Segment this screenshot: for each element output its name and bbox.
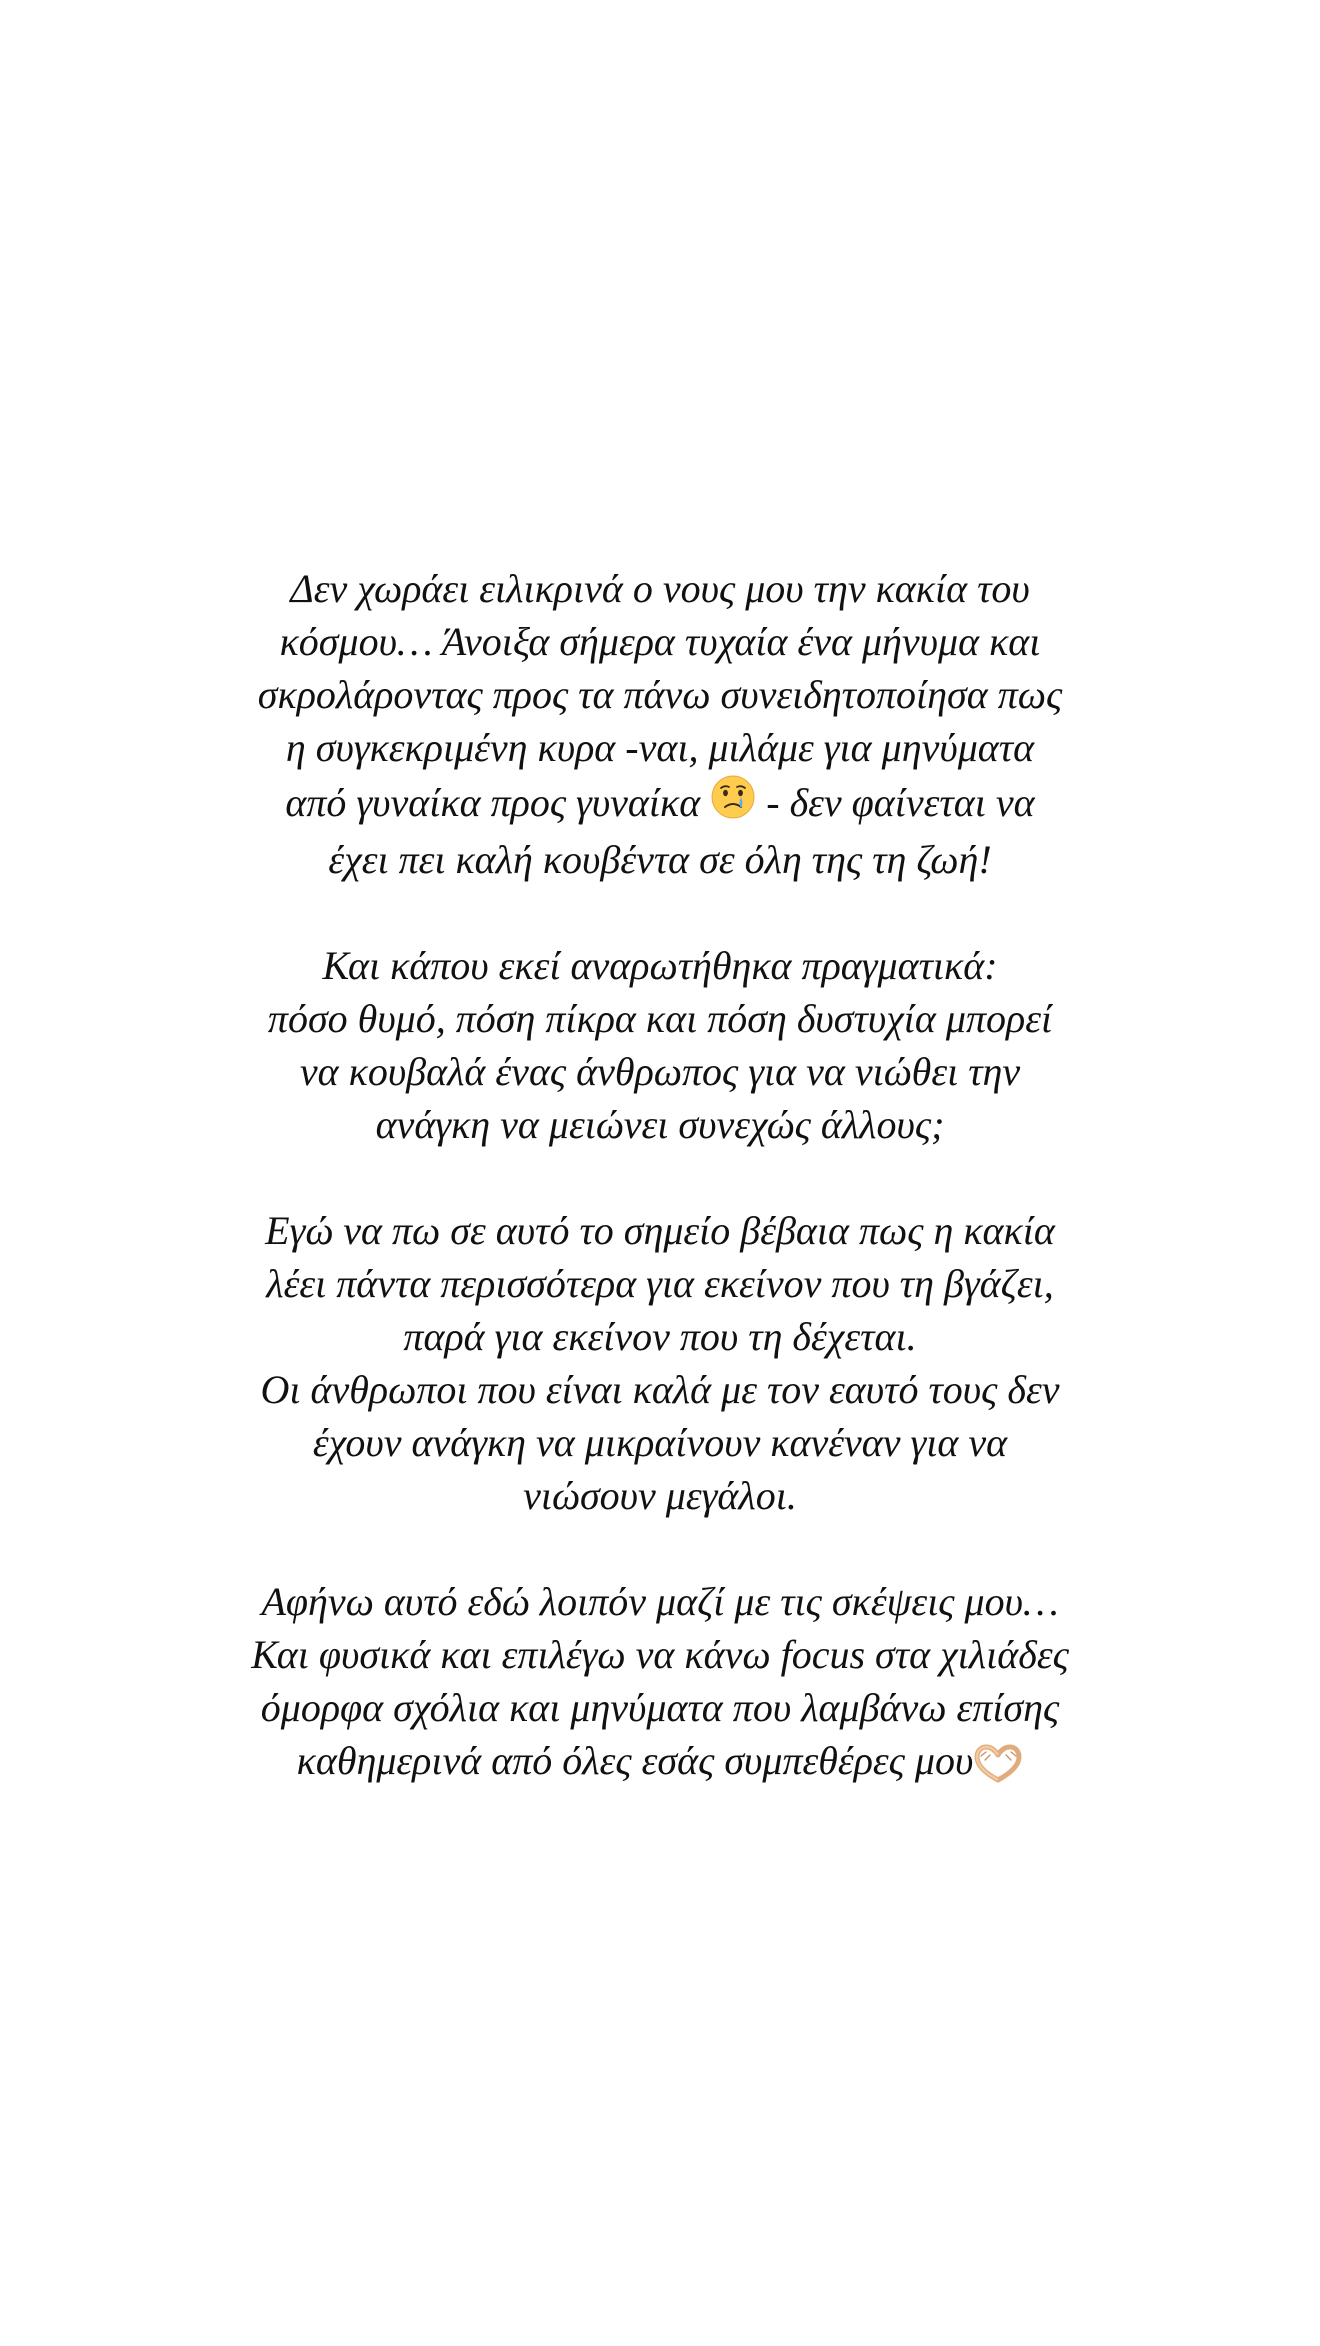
- paragraph-2: [150, 939, 1170, 1151]
- text-line: να κουβαλά ένας άνθρωπος για να νιώθει την: [299, 1049, 1021, 1094]
- text-line: πόσο θυμό, πόση πίκρα και πόση δυστυχία μπορεί: [267, 996, 1053, 1041]
- text-line: λέει πάντα περισσότερα για εκείνον που τη βγάζει,: [266, 1261, 1054, 1306]
- text-segment: καθημερινά από όλες εσάς συμπεθέρες μου: [296, 1738, 974, 1783]
- paragraph-4: [150, 1575, 1170, 1791]
- text-segment: - δεν φαίνεται να: [756, 780, 1035, 825]
- text-line: νιώσουν μεγάλοι.: [523, 1473, 797, 1518]
- text-line: έχουν ανάγκη να μικραίνουν κανέναν για να: [312, 1420, 1008, 1465]
- text-line: παρά για εκείνον που τη δέχεται.: [403, 1314, 917, 1359]
- story-text: [150, 562, 1170, 1791]
- text-line: όμορφα σχόλια και μηνύματα που λαμβάνω επίσης: [260, 1685, 1060, 1730]
- heart-hands-icon: [973, 1738, 1023, 1791]
- text-line: έχει πει καλή κουβέντα σε όλη της τη ζωή!: [328, 837, 992, 882]
- text-line: σκρολάροντας προς τα πάνω συνειδητοποίησα πως: [257, 672, 1063, 717]
- text-line: κόσμου… Άνοιξα σήμερα τυχαία ένα μήνυμα και: [279, 619, 1041, 664]
- text-line: ανάγκη να μειώνει συνεχώς άλλους;: [375, 1102, 945, 1147]
- text-line: Οι άνθρωποι που είναι καλά με τον εαυτό τους δεν: [260, 1367, 1060, 1412]
- text-line: Δεν χωράει ειλικρινά ο νους μου την κακία του: [290, 566, 1030, 611]
- text-line: Αφήνω αυτό εδώ λοιπόν μαζί με τις σκέψεις μου…: [261, 1579, 1059, 1624]
- paragraph-1: [150, 562, 1170, 886]
- text-line: Εγώ να πω σε αυτό το σημείο βέβαια πως η κακία: [265, 1208, 1055, 1253]
- text-line: Και φυσικά και επιλέγω να κάνω focus στα χιλιάδες: [251, 1632, 1069, 1677]
- crying-face-icon: [710, 774, 756, 833]
- paragraph-3: [150, 1204, 1170, 1522]
- text-line-with-emoji: [150, 774, 1170, 833]
- text-line: η συγκεκριμένη κυρα -ναι, μιλάμε για μηνύματα: [285, 725, 1035, 770]
- text-line-with-emoji: [150, 1734, 1170, 1791]
- text-line: Και κάπου εκεί αναρωτήθηκα πραγματικά:: [322, 943, 998, 988]
- text-segment: από γυναίκα προς γυναίκα: [285, 780, 711, 825]
